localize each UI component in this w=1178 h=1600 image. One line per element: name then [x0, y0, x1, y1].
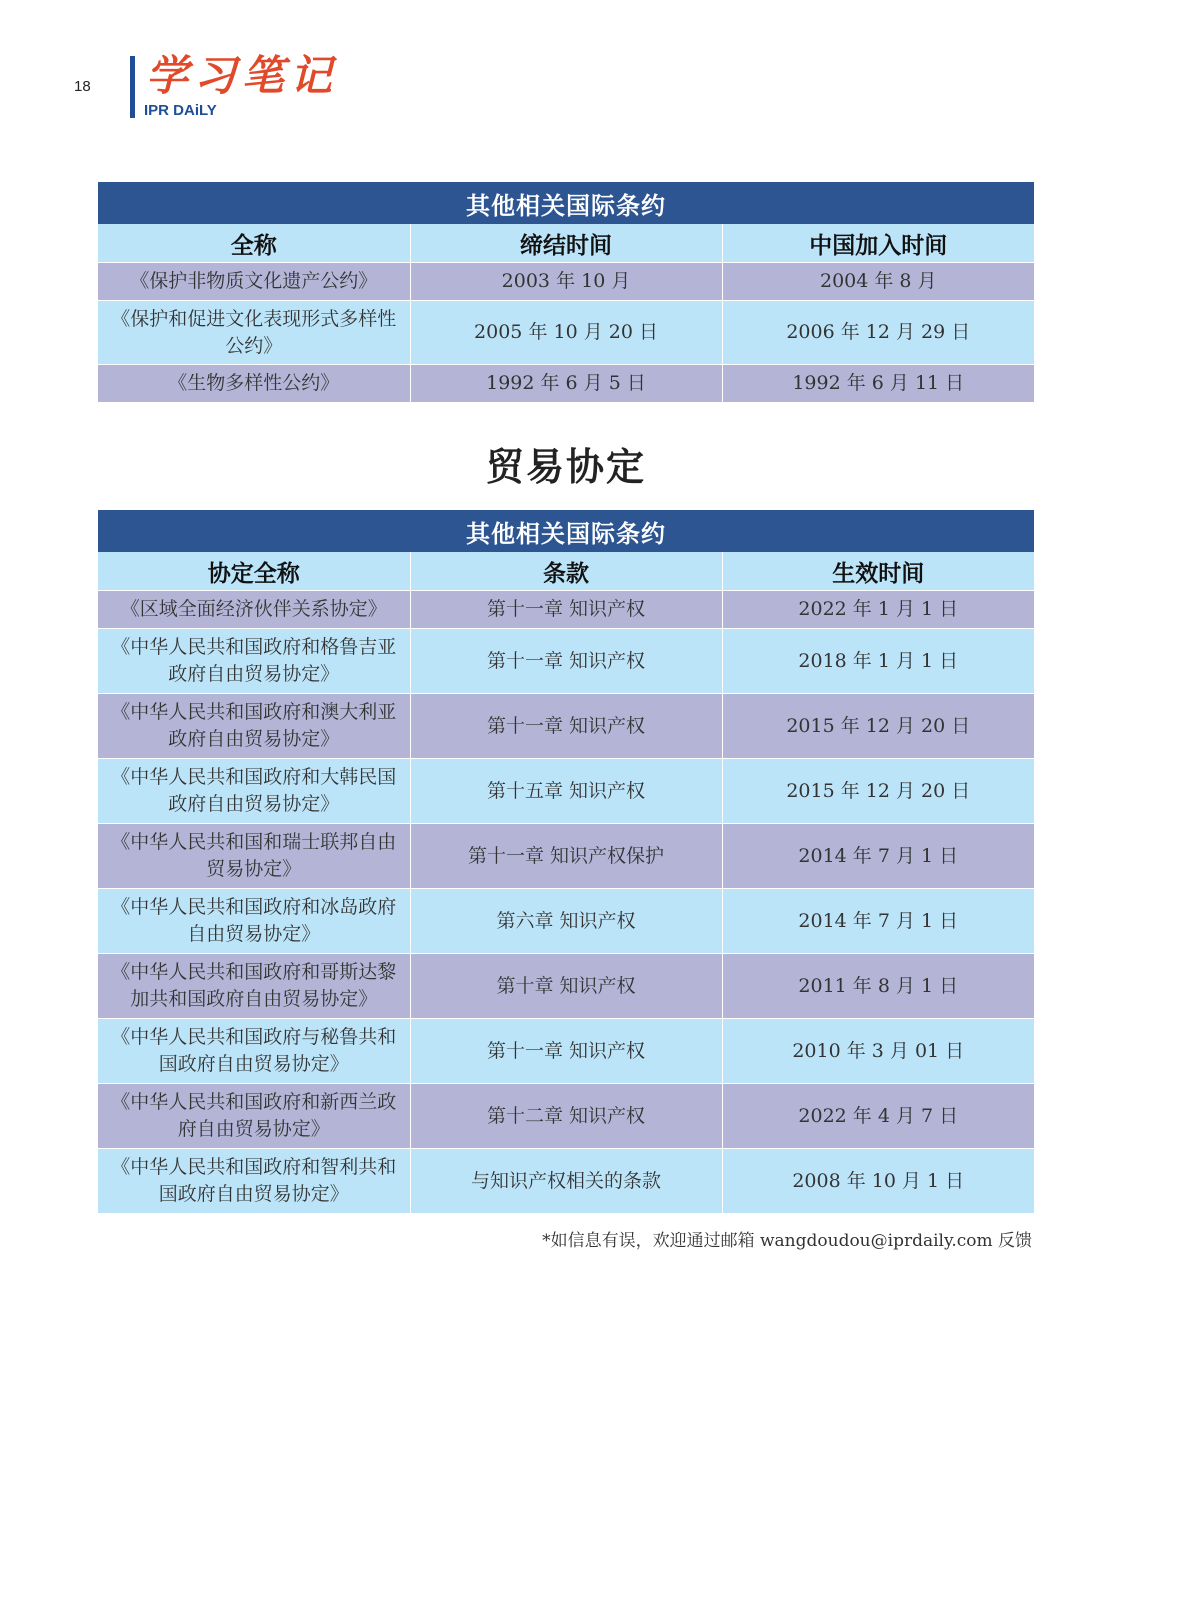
conclusion-date: 2003 年 10 月 [410, 263, 722, 301]
column-header-agreement-name: 协定全称 [98, 552, 410, 591]
trade-agreements-table [98, 510, 1034, 1213]
conclusion-date: 1992 年 6 月 5 日 [410, 365, 722, 403]
table-row [98, 1149, 1034, 1214]
chapter: 第十一章 知识产权 [410, 694, 722, 759]
agreement-name: 《中华人民共和国政府和澳大利亚政府自由贸易协定》 [98, 694, 410, 759]
column-header-full-name: 全称 [98, 224, 410, 263]
table-row [98, 629, 1034, 694]
table-row [98, 759, 1034, 824]
treaty-name: 《保护和促进文化表现形式多样性公约》 [98, 301, 410, 365]
agreement-name: 《区域全面经济伙伴关系协定》 [98, 591, 410, 629]
agreement-name: 《中华人民共和国政府和新西兰政府自由贸易协定》 [98, 1084, 410, 1149]
treaties-table [98, 182, 1034, 402]
accession-date: 1992 年 6 月 11 日 [722, 365, 1034, 403]
column-header-conclusion-date: 缔结时间 [410, 224, 722, 263]
brand-subtitle: IPR DAiLY [144, 102, 217, 119]
treaty-name: 《生物多样性公约》 [98, 365, 410, 403]
effective-date: 2022 年 1 月 1 日 [722, 591, 1034, 629]
table-row [98, 1019, 1034, 1084]
chapter: 第十一章 知识产权 [410, 591, 722, 629]
chapter: 第十五章 知识产权 [410, 759, 722, 824]
conclusion-date: 2005 年 10 月 20 日 [410, 301, 722, 365]
chapter: 第十一章 知识产权保护 [410, 824, 722, 889]
agreement-name: 《中华人民共和国政府和智利共和国政府自由贸易协定》 [98, 1149, 410, 1214]
brand-title: 学习笔记 [146, 51, 339, 100]
table-row [98, 1084, 1034, 1149]
table-row [98, 824, 1034, 889]
brand-logo [130, 51, 390, 122]
chapter: 第十一章 知识产权 [410, 1019, 722, 1084]
table-row [98, 591, 1034, 629]
chapter: 第六章 知识产权 [410, 889, 722, 954]
effective-date: 2015 年 12 月 20 日 [722, 759, 1034, 824]
chapter: 与知识产权相关的条款 [410, 1149, 722, 1214]
table-row [98, 263, 1034, 301]
table-title: 其他相关国际条约 [98, 510, 1034, 552]
table-row [98, 301, 1034, 365]
agreement-name: 《中华人民共和国政府和大韩民国政府自由贸易协定》 [98, 759, 410, 824]
table-row [98, 365, 1034, 403]
column-header-chapter: 条款 [410, 552, 722, 591]
effective-date: 2010 年 3 月 01 日 [722, 1019, 1034, 1084]
agreement-name: 《中华人民共和国政府和冰岛政府自由贸易协定》 [98, 889, 410, 954]
effective-date: 2022 年 4 月 7 日 [722, 1084, 1034, 1149]
section-title: 贸易协定 [485, 445, 646, 489]
accession-date: 2004 年 8 月 [722, 263, 1034, 301]
brand-bar [130, 56, 135, 118]
accession-date: 2006 年 12 月 29 日 [722, 301, 1034, 365]
chapter: 第十二章 知识产权 [410, 1084, 722, 1149]
effective-date: 2015 年 12 月 20 日 [722, 694, 1034, 759]
agreement-name: 《中华人民共和国政府与秘鲁共和国政府自由贸易协定》 [98, 1019, 410, 1084]
effective-date: 2008 年 10 月 1 日 [722, 1149, 1034, 1214]
column-header-effective-date: 生效时间 [722, 552, 1034, 591]
chapter: 第十章 知识产权 [410, 954, 722, 1019]
agreement-name: 《中华人民共和国政府和格鲁吉亚政府自由贸易协定》 [98, 629, 410, 694]
footnote-feedback: *如信息有误，欢迎通过邮箱 wangdoudou@iprdaily.com 反馈 [542, 1231, 1032, 1251]
page-number: 18 [74, 78, 91, 95]
effective-date: 2014 年 7 月 1 日 [722, 889, 1034, 954]
agreement-name: 《中华人民共和国和瑞士联邦自由贸易协定》 [98, 824, 410, 889]
table-title: 其他相关国际条约 [98, 182, 1034, 224]
effective-date: 2018 年 1 月 1 日 [722, 629, 1034, 694]
effective-date: 2011 年 8 月 1 日 [722, 954, 1034, 1019]
column-header-accession-date: 中国加入时间 [722, 224, 1034, 263]
agreement-name: 《中华人民共和国政府和哥斯达黎加共和国政府自由贸易协定》 [98, 954, 410, 1019]
treaty-name: 《保护非物质文化遗产公约》 [98, 263, 410, 301]
effective-date: 2014 年 7 月 1 日 [722, 824, 1034, 889]
table-row [98, 694, 1034, 759]
chapter: 第十一章 知识产权 [410, 629, 722, 694]
table-row [98, 889, 1034, 954]
table-row [98, 954, 1034, 1019]
